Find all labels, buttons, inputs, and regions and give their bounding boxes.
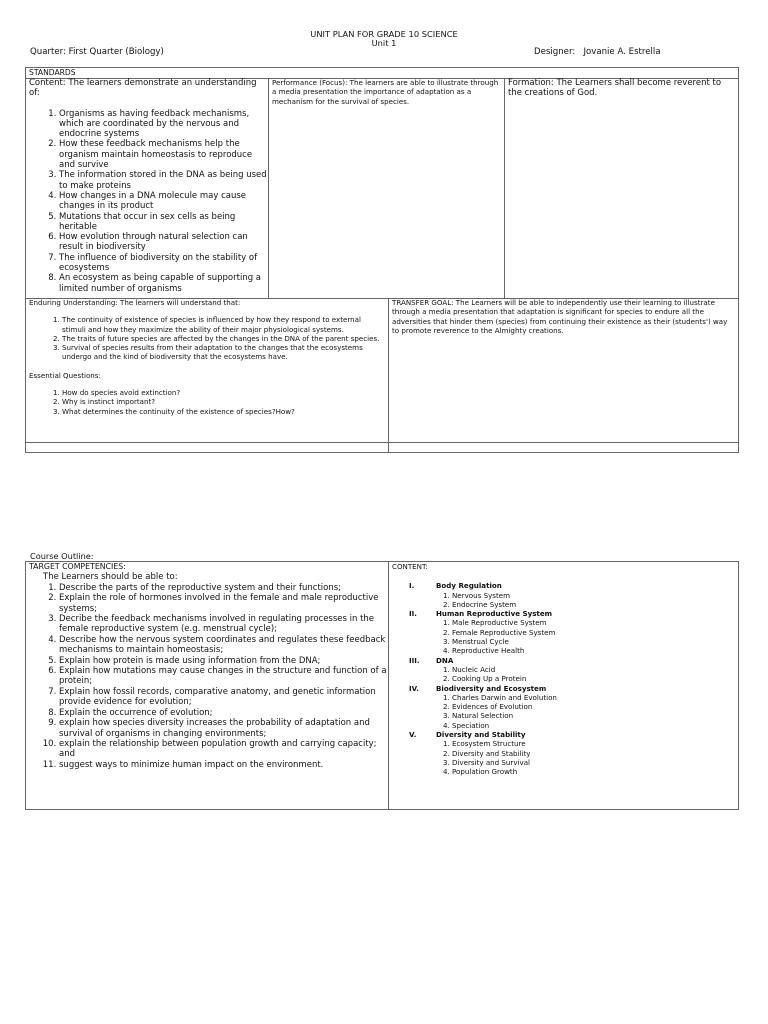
content-standards-list	[29, 109, 267, 294]
list-item: 1. Charles Darwin and Evolution	[452, 693, 736, 702]
target-competencies-cell	[29, 562, 387, 809]
list-item: 8. Explain the occurrence of evolution;	[59, 708, 387, 718]
list-item: 6. How evolution through natural selection can result in biodiversity	[59, 232, 267, 253]
list-item: 8. An ecosystem as being capable of supporting a limited number of organisms	[59, 273, 267, 294]
list-item: 1. The continuity of existence of species is influenced by how they respond to external stimuli and how they maximize the ability of their major physiological systems.	[62, 315, 387, 334]
unit-label: Unit 1	[371, 38, 397, 48]
designer-name: Jovanie A. Estrella	[583, 47, 661, 57]
competencies-intro: The Learners should be able to:	[43, 572, 178, 583]
list-item: 5. Explain how protein is made using information from the DNA;	[59, 656, 387, 666]
list-item: 1. Ecosystem Structure	[452, 739, 736, 748]
content-standards-cell	[29, 78, 267, 298]
list-item	[392, 609, 736, 655]
list-item: 4. Speciation	[452, 721, 736, 730]
list-item: 6. Explain how mutations may cause changes in the structure and function of a protein;	[59, 666, 387, 687]
list-item: 2. Explain the role of hormones involved in the female and male reproductive systems;	[59, 593, 387, 614]
list-item: 2. Cooking Up a Protein	[452, 674, 736, 683]
essential-questions-list	[29, 388, 387, 416]
enduring-understanding-intro: Enduring Understanding: The learners will understand that:	[29, 298, 241, 307]
enduring-understanding-list	[29, 315, 387, 361]
list-item: 4. Describe how the nervous system coordinates and regulates these feedback mechanisms to maintain homeostasis;	[59, 635, 387, 656]
section-number: II.	[409, 609, 417, 619]
list-item: 1. Male Reproductive System	[452, 618, 736, 627]
formation-standard: Formation: The Learners shall become reverent to the creations of God.	[508, 78, 722, 99]
list-item: 4. How changes in a DNA molecule may cause changes in its product	[59, 191, 267, 212]
section-number: III.	[409, 655, 420, 665]
list-item: 1. Nervous System	[452, 591, 736, 600]
designer-label: Designer:	[534, 47, 576, 57]
list-item	[392, 684, 736, 730]
list-item: 2. Evidences of Evolution	[452, 702, 736, 711]
list-item: 1. Describe the parts of the reproductive system and their functions;	[59, 583, 387, 593]
list-item: 3. Survival of species results from their adaptation to the changes that the ecosystems undergo and the kind of biodiversity that the ecosystems have.	[62, 343, 387, 362]
list-item: 3. What determines the continuity of the existence of species?How?	[62, 407, 387, 416]
list-item: 1. Organisms as having feedback mechanisms, which are coordinated by the nervous and endocrine systems	[59, 109, 267, 140]
content-outline-list	[392, 581, 736, 776]
list-item	[392, 730, 736, 776]
list-item: 7. The influence of biodiversity on the stability of ecosystems	[59, 253, 267, 274]
competencies-heading: TARGET COMPETENCIES:	[29, 562, 126, 571]
quarter-line: Quarter: First Quarter (Biology)	[30, 47, 164, 57]
list-item: 10. explain the relationship between population growth and carrying capacity; and	[59, 739, 387, 760]
list-item: 4. Population Growth	[452, 767, 736, 776]
standards-heading: STANDARDS	[29, 68, 76, 77]
section-title: DNA	[436, 655, 454, 665]
enduring-understanding-cell	[29, 298, 387, 442]
list-item: 3. Natural Selection	[452, 711, 736, 720]
section-title: Human Reproductive System	[436, 609, 553, 619]
section-number: V.	[409, 730, 417, 740]
standards-table	[25, 67, 739, 453]
list-item: 3. The information stored in the DNA as being used to make proteins	[59, 170, 267, 191]
list-item	[392, 656, 736, 684]
course-outline-label: Course Outline:	[30, 551, 94, 561]
document-title: UNIT PLAN FOR GRADE 10 SCIENCE	[310, 29, 458, 39]
section-title: Biodiversity and Ecosystem	[436, 683, 547, 693]
list-item: 1. How do species avoid extinction?	[62, 388, 387, 397]
list-item: 7. Explain how fossil records, comparative anatomy, and genetic information provide evidence for evolution;	[59, 687, 387, 708]
list-item: 3. Decribe the feedback mechanisms involved in regulating processes in the female reproductive system (e.g. menstrual cycle);	[59, 614, 387, 635]
competencies-list	[29, 583, 387, 770]
list-item	[392, 581, 736, 609]
list-item: 4. Reproductive Health	[452, 646, 736, 655]
content-outline-cell	[392, 562, 736, 809]
section-title: Body Regulation	[436, 581, 502, 591]
list-item: 1. Nucleic Acid	[452, 665, 736, 674]
content-intro: Content: The learners demonstrate an understanding of:	[29, 78, 257, 99]
list-item: 3. Diversity and Survival	[452, 758, 736, 767]
list-item: 2. The traits of future species are affected by the changes in the DNA of the parent species.	[62, 334, 387, 343]
list-item: 5. Mutations that occur in sex cells as being heritable	[59, 212, 267, 233]
designer-line	[534, 47, 661, 58]
list-item: 11. suggest ways to minimize human impact on the environment.	[59, 760, 387, 770]
essential-questions-heading: Essential Questions:	[29, 370, 101, 380]
list-item: 2. Why is instinct important?	[62, 397, 387, 406]
course-outline-table	[25, 561, 739, 810]
transfer-goal: TRANSFER GOAL: The Learners will be able to independently use their learning to illustrate through a media presentation that adaptation is significant for species to endure all the adversities that hinder them (species) from continuing their existence as their (students') way to promote reverence to the Almighty creations.	[392, 298, 728, 335]
list-item: 2. Diversity and Stability	[452, 749, 736, 758]
performance-standard: Performance (Focus): The learners are able to illustrate through a media presentation the importance of adaptation as a mechanism for the survival of species.	[272, 78, 499, 106]
list-item: 2. How these feedback mechanisms help the organism maintain homeostasis to reproduce and survive	[59, 139, 267, 170]
list-item: 9. explain how species diversity increases the probability of adaptation and survival of organisms in changing environments;	[59, 718, 387, 739]
section-title: Diversity and Stability	[436, 730, 526, 740]
content-heading: CONTENT:	[392, 562, 428, 571]
section-number: IV.	[409, 683, 419, 693]
list-item: 2. Female Reproductive System	[452, 628, 736, 637]
list-item: 3. Menstrual Cycle	[452, 637, 736, 646]
list-item: 2. Endocrine System	[452, 600, 736, 609]
section-number: I.	[409, 581, 415, 591]
